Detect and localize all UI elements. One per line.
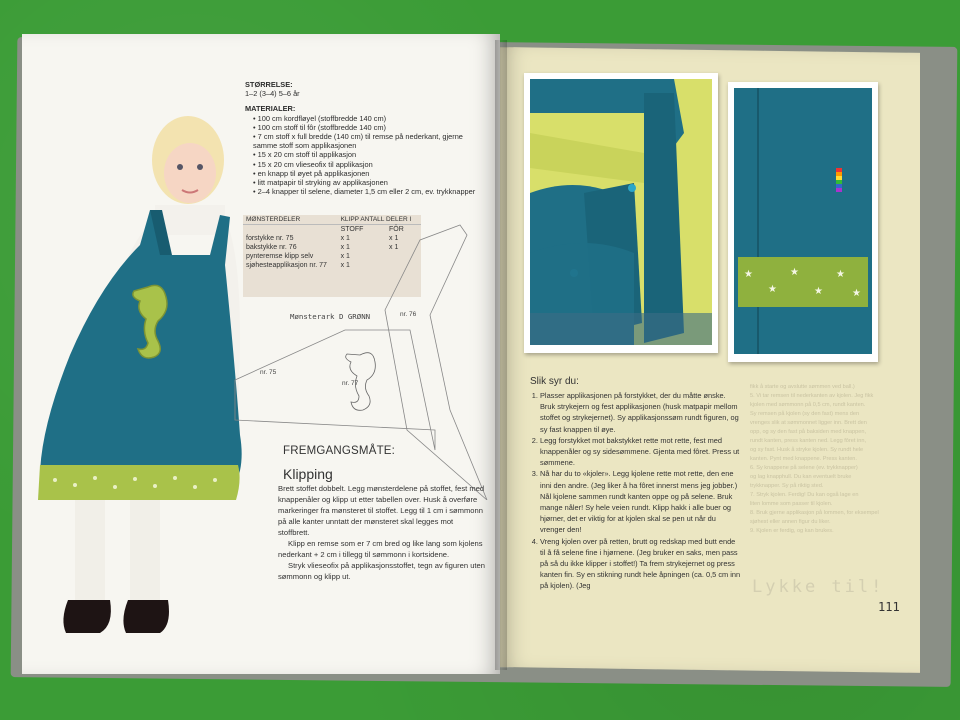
cut-paragraph: Stryk vlieseofix på applikasjonsstoffet, tegn av figuren uten sømmonn og klipp ut.	[278, 561, 485, 581]
faded-line: opp, og sy den fast på baksiden med knappen,	[750, 429, 866, 435]
faded-line: kanten. Pynt med knappene. Press kanten.	[750, 456, 857, 462]
faded-line: kjolen med sømmonn på 0,5 cm, rundt kanten.	[750, 402, 866, 408]
faded-line: 5. Vi tar remsen til nederkanten av kjolen. Jeg fikk	[750, 393, 874, 399]
table-cell-part: bakstykke nr. 76	[246, 244, 297, 251]
faded-line: vrenges slik at sømmonnet ligger inn. Brett den	[750, 420, 867, 426]
table-cell-for: x 1	[389, 244, 399, 251]
size-label: STØRRELSE:	[245, 80, 293, 89]
step-item: 1. Plasser applikasjonen på forstykket, der du måtte ønske. Bruk strykejern og fest applikasjonen (husk matpapir mellom stoffet og strykejernet). Sy applikasjonssøm rundt figuren, og sy fast knappen til øye.	[540, 390, 742, 435]
materials-block	[245, 80, 485, 196]
table-header-count: KLIPP ANTALL DELER I	[338, 215, 421, 225]
table-cell-stoff: x 1	[340, 262, 350, 269]
table-cell-part: pynteremse klipp selv	[246, 253, 314, 260]
step-item: 3. Nå har du to «kjoler». Legg kjolene rette mot rette, den ene inni den andre. (Jeg liker å ha fôret innerst mens jeg jobber.) Nål kjolene sammen rundt kanten oppe og på selene. Bruk mange nåler! Sy hele veien rundt. Klipp hakk i alle buer og hjørner, det er viktig for at kjolen skal se pen ut når du vrenger den!	[540, 468, 742, 535]
material-item: • 15 x 20 cm stoff til applikasjon	[253, 150, 485, 159]
material-item: • 100 cm kordfløyel (stoffbredde 140 cm)	[253, 114, 485, 123]
girl-in-pinafore-photo	[30, 105, 250, 645]
pattern-label-76: nr. 76	[400, 311, 417, 318]
faded-line: og sy fast. Husk å stryke kjolen. Sy rundt hele	[750, 447, 864, 453]
faded-line: 9. Kjolen er ferdig, og kan brukes.	[750, 528, 834, 534]
pattern-label-75: nr. 75	[260, 369, 277, 376]
faded-line: sjøhest eller annen figur du liker.	[750, 519, 831, 525]
svg-text:★: ★	[790, 267, 799, 278]
faded-line: Sy remsen på kjolen (sy den fast) mens den	[750, 411, 860, 417]
pattern-sheet-label: Mønsterark D GRØNN	[290, 312, 371, 321]
cut-paragraph: Brett stoffet dobbelt. Legg mønsterdelene på stoffet, fest med knappenåler og klipp ut etter tabellen over. Husk å overføre markeringer fra mønsteret til stoffet. Legg til 1 cm i sømmonn på alle kanter unntatt der mønsteret skal legges mot stoffbrett.	[278, 484, 485, 537]
material-item: • litt matpapir til stryking av applikasjonen	[253, 178, 485, 187]
table-header-for: FÔR	[389, 226, 404, 233]
svg-text:★: ★	[768, 284, 777, 295]
pocket-image	[728, 82, 878, 362]
cutting-text	[278, 483, 486, 582]
photo-pocket-detail	[728, 82, 878, 362]
material-item: • 100 cm stoff til fôr (stoffbredde 140 cm)	[253, 123, 485, 132]
book-spine	[495, 40, 507, 670]
sew-heading: Slik syr du:	[530, 376, 579, 387]
table-header-stoff: STOFF	[340, 226, 364, 233]
faded-line: liten lomme som passer til kjolen.	[750, 501, 833, 507]
table-cell-part: sjøhesteapplikasjon nr. 77	[246, 262, 327, 269]
table-cell-for: x 1	[389, 235, 399, 242]
straps-image	[524, 73, 718, 353]
table-header-parts: MØNSTERDELER	[243, 215, 338, 225]
sewing-steps	[528, 390, 742, 592]
cutting-heading: Klipping	[283, 466, 333, 482]
page-number: 111	[878, 600, 900, 614]
material-item: • 7 cm stoff x full bredde (140 cm) til remse på nederkant, gjerne samme stoff som applikasjonen	[253, 132, 485, 150]
material-item: • 2–4 knapper til selene, diameter 1,5 cm eller 2 cm, ev. trykknapper	[253, 187, 485, 196]
cut-paragraph: Klipp en remse som er 7 cm bred og like lang som kjolens nederkant + 2 cm i tillegg til sømmonn i kortsidene.	[278, 539, 483, 559]
material-item: • 15 x 20 cm vlieseofix til applikasjon	[253, 160, 485, 169]
table-cell-stoff: x 1	[340, 235, 350, 242]
pattern-diagram	[225, 220, 495, 500]
faded-line: og lag knapphull. Du kan eventuelt bruke	[750, 474, 852, 480]
step-item: 2. Legg forstykket mot bakstykket rette mot rette, fest med knappenåler og sy sidesømmene. Gjenta med fôret. Press ut sømmene.	[540, 435, 742, 469]
pattern-label-77: nr. 77	[342, 380, 359, 387]
step-item: 4. Vreng kjolen over på retten, brutt og redskap med butt ende til å få selene fine i hjørnene. (Jeg bruker en saks, men pass på så du ikke klipper i stoffet!) Ta frem strykejernet og press kanten fin. Sy en stikning rundt hele åpningen (ca. 0,5 cm inn på kjolen). (Jeg	[540, 536, 742, 592]
faded-steps-column	[750, 383, 900, 536]
svg-text:★: ★	[744, 269, 753, 280]
svg-text:★: ★	[852, 288, 861, 299]
faded-line: fikk å starte og avslutte sømmen ved ball.)	[750, 384, 855, 390]
materials-list	[245, 114, 485, 197]
faded-line: rundt kanten, press kanten ned. Legg fôret inn,	[750, 438, 866, 444]
svg-text:★: ★	[814, 286, 823, 297]
table-cell-stoff: x 1	[340, 244, 350, 251]
closing-text: Lykke til!	[752, 577, 885, 597]
faded-line: 7. Stryk kjolen. Ferdig! Du kan også lage en	[750, 492, 859, 498]
photo-straps-detail	[524, 73, 718, 353]
size-value: 1–2 (3–4) 5–6 år	[245, 89, 300, 99]
material-item: • en knapp til øyet på applikasjonen	[253, 169, 485, 178]
materials-label: MATERIALER:	[245, 104, 296, 114]
procedure-heading: FREMGANGSMÅTE:	[283, 445, 396, 457]
table-cell-part: forstykke nr. 75	[246, 235, 294, 242]
faded-line: 6. Sy knappene på selene (ev. trykknapper)	[750, 465, 858, 471]
faded-line: trykknapper. Sy på riktig sted.	[750, 483, 824, 489]
svg-text:★: ★	[836, 269, 845, 280]
table-cell-stoff: x 1	[340, 253, 350, 260]
faded-line: 8. Bruk gjerne applikasjon på lommen, for eksempel	[750, 510, 879, 516]
